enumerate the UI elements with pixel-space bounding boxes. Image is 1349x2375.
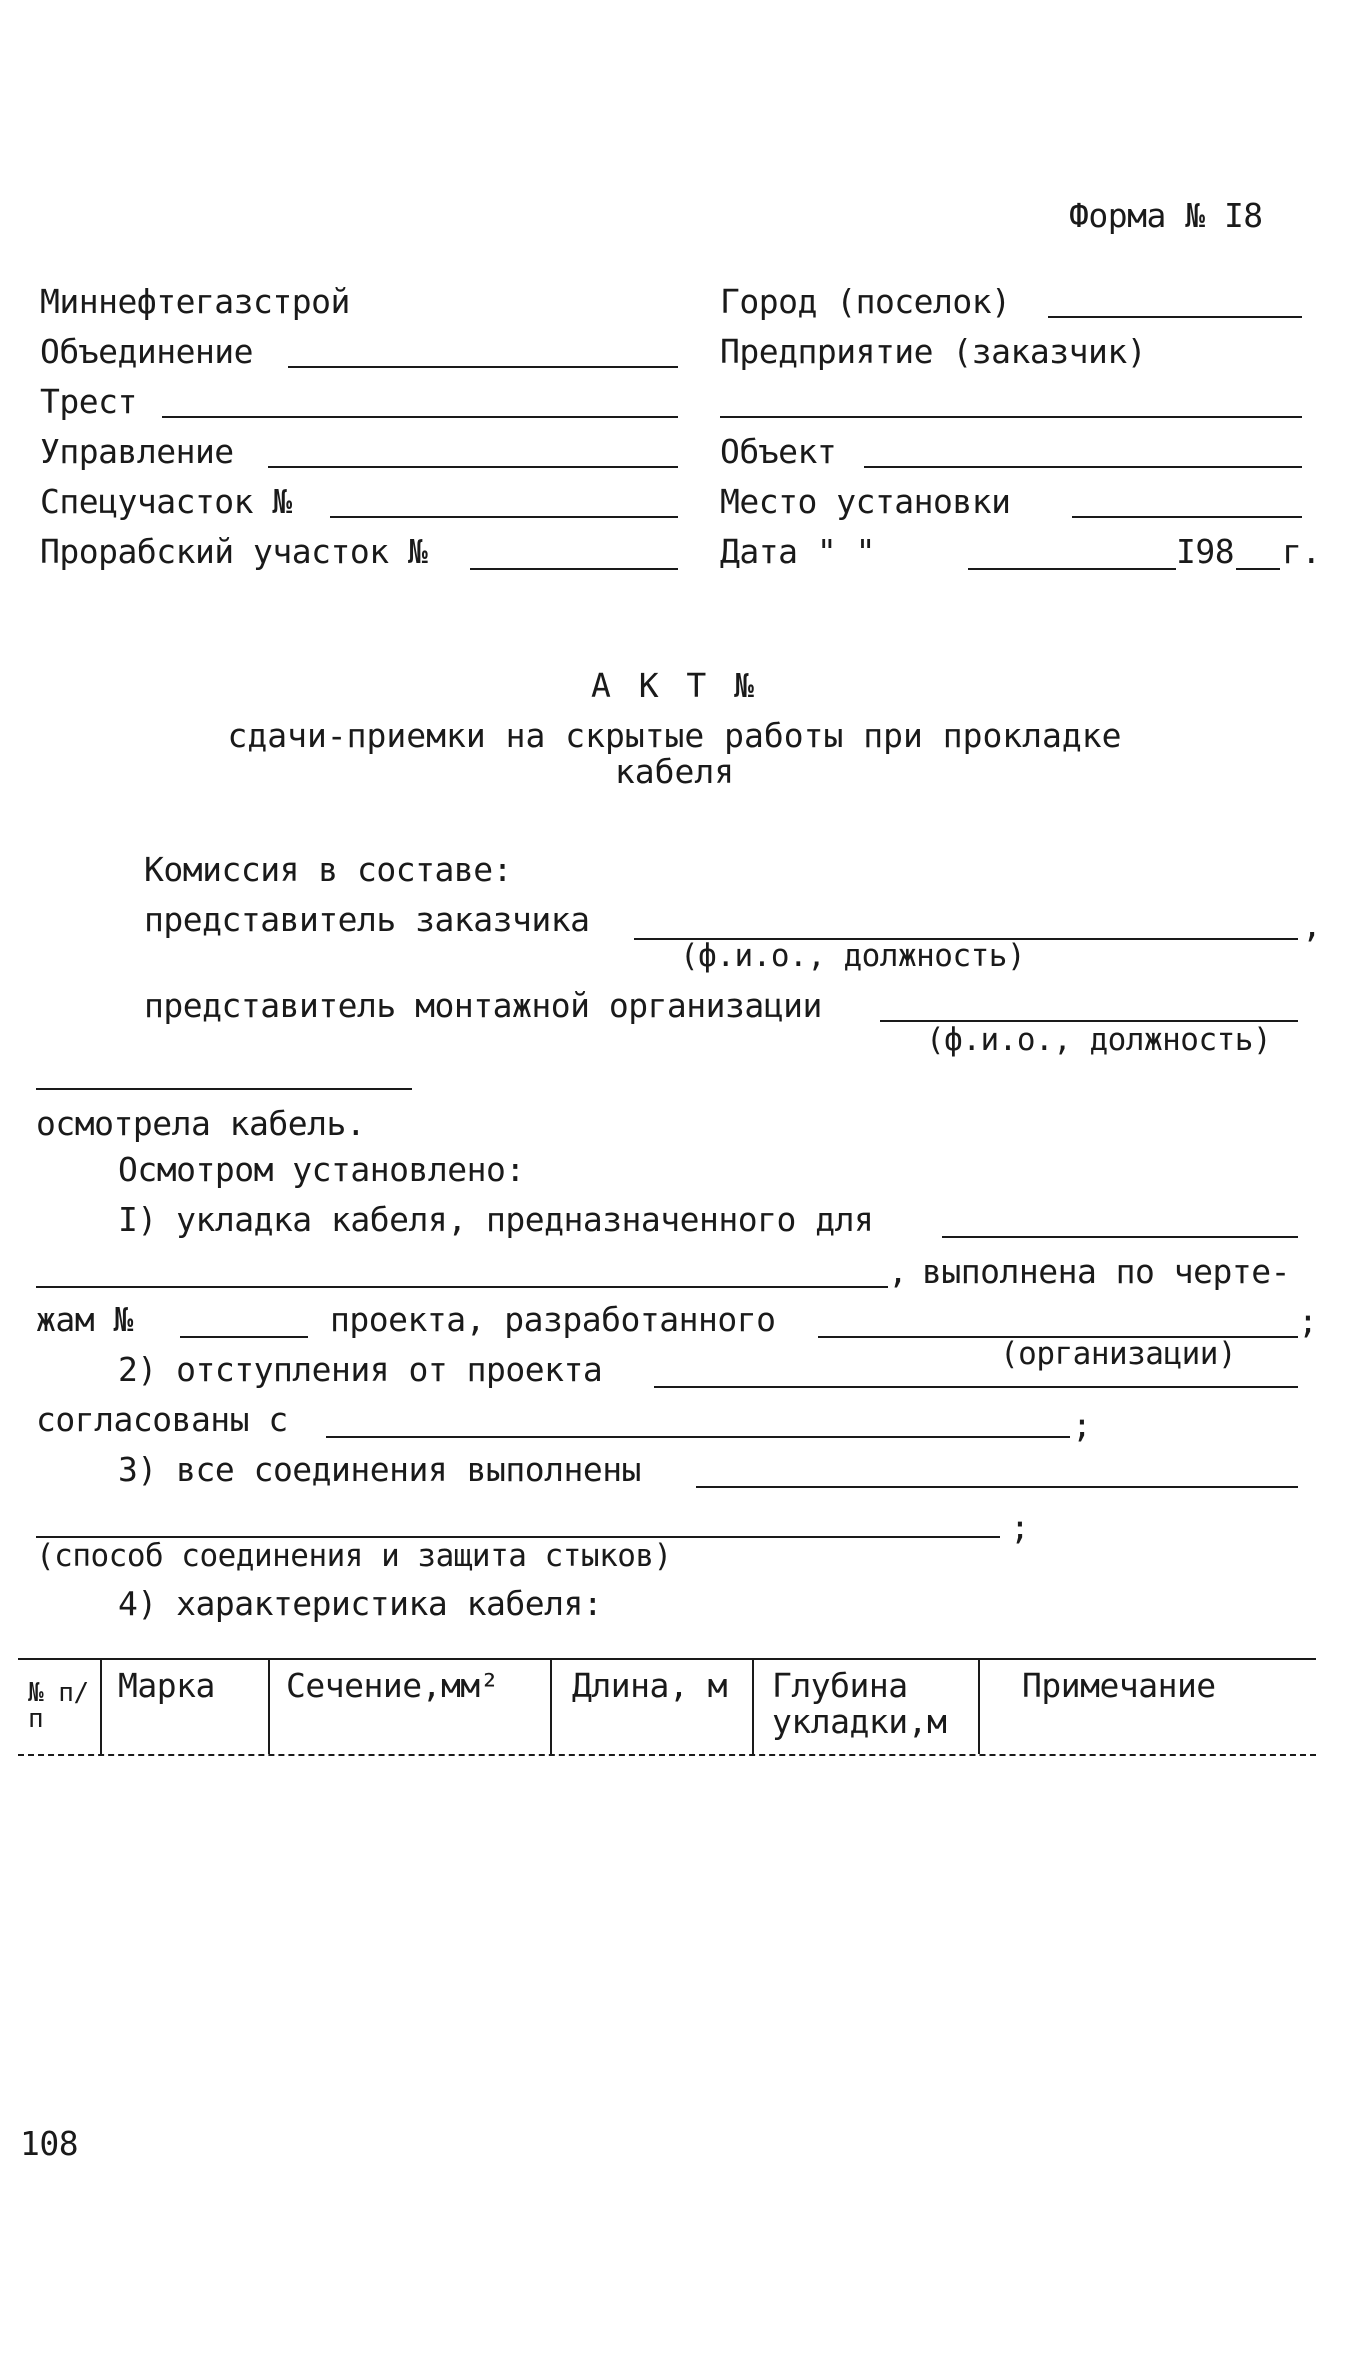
table-header-number: № п/п — [28, 1678, 89, 1734]
date-label: Дата " " — [720, 532, 875, 571]
item3-semicolon: ; — [1010, 1508, 1030, 1547]
table-header-bottom-line — [18, 1754, 1316, 1756]
install-place-label: Место установки — [720, 482, 1011, 521]
special-section-label: Спецучасток № — [40, 482, 292, 521]
table-divider-2 — [268, 1658, 270, 1754]
association-field-line — [288, 366, 678, 368]
table-divider-3 — [550, 1658, 552, 1754]
project-dev-semicolon: ; — [1298, 1302, 1318, 1341]
project-dev-label: проекта, разработанного — [330, 1300, 776, 1339]
table-divider-4 — [752, 1658, 754, 1754]
trust-field-line — [162, 416, 678, 418]
form-number: Форма № I8 — [1069, 196, 1263, 235]
act-subtitle-line1: сдачи-приемки на скрытые работы при прокладке — [227, 716, 1122, 755]
inspected-text: осмотрела кабель. — [36, 1104, 366, 1143]
management-label: Управление — [40, 432, 234, 471]
foreman-section-label: Прорабский участок № — [40, 532, 428, 571]
management-field-line — [268, 466, 678, 468]
organization-caption: (организации) — [1000, 1336, 1237, 1372]
item3-label: 3) все соединения выполнены — [118, 1450, 641, 1489]
year-suffix: г. — [1282, 532, 1321, 571]
install-rep-continuation-line — [36, 1088, 412, 1090]
act-subtitle-line2: кабеля — [614, 752, 735, 791]
joint-method-caption: (способ соединения и защита стыков) — [36, 1538, 672, 1574]
year-label: I98 — [1176, 532, 1235, 571]
act-title: А К Т № — [590, 666, 759, 705]
item2-field-line — [654, 1386, 1298, 1388]
table-header-length: Длина, м — [572, 1666, 727, 1705]
customer-rep-comma: , — [1302, 906, 1322, 945]
year-field-line — [1236, 568, 1280, 570]
page-number: 108 — [20, 2124, 79, 2163]
customer-rep-caption: (ф.и.о., должность) — [680, 938, 1026, 974]
special-section-field-line — [330, 516, 678, 518]
item2-label: 2) отступления от проекта — [118, 1350, 603, 1389]
customer-rep-label: представитель заказчика — [144, 900, 590, 939]
foreman-section-field-line — [470, 568, 678, 570]
agreed-label: согласованы с — [36, 1400, 288, 1439]
table-top-line — [18, 1658, 1316, 1660]
install-place-field-line — [1072, 516, 1302, 518]
table-divider-5 — [978, 1658, 980, 1754]
item4-label: 4) характеристика кабеля: — [118, 1584, 603, 1623]
object-label: Объект — [720, 432, 837, 471]
item1-label: I) укладка кабеля, предназначенного для — [118, 1200, 874, 1239]
enterprise-label: Предприятие (заказчик) — [720, 332, 1147, 371]
install-rep-caption: (ф.и.о., должность) — [926, 1022, 1272, 1058]
table-header-note: Примечание — [1022, 1666, 1216, 1705]
item1-field-line — [942, 1236, 1298, 1238]
item3-field-line — [696, 1486, 1298, 1488]
drawings-field-line — [180, 1336, 308, 1338]
agreed-semicolon: ; — [1072, 1406, 1092, 1445]
city-label: Город (поселок) — [720, 282, 1011, 321]
table-header-brand: Марка — [118, 1666, 215, 1705]
commission-text: Комиссия в составе: — [144, 850, 512, 889]
table-header-section: Сечение,мм² — [286, 1666, 500, 1705]
date-field-line — [968, 568, 1176, 570]
install-rep-label: представитель монтажной организации — [144, 986, 822, 1025]
item1-comma: , — [888, 1252, 908, 1291]
city-field-line — [1048, 316, 1302, 318]
table-header-depth: Глубина укладки,м — [772, 1666, 947, 1741]
agreed-field-line — [326, 1436, 1070, 1438]
ministry-label: Миннефтегазстрой — [40, 282, 350, 321]
performed-text: выполнена по черте- — [922, 1252, 1290, 1291]
table-divider-1 — [100, 1658, 102, 1754]
drawings-label: жам № — [36, 1300, 133, 1339]
object-field-line — [864, 466, 1302, 468]
trust-label: Трест — [40, 382, 137, 421]
established-text: Осмотром установлено: — [118, 1150, 525, 1189]
item1-continuation-line — [36, 1286, 888, 1288]
association-label: Объединение — [40, 332, 254, 371]
enterprise-field-line — [720, 416, 1302, 418]
